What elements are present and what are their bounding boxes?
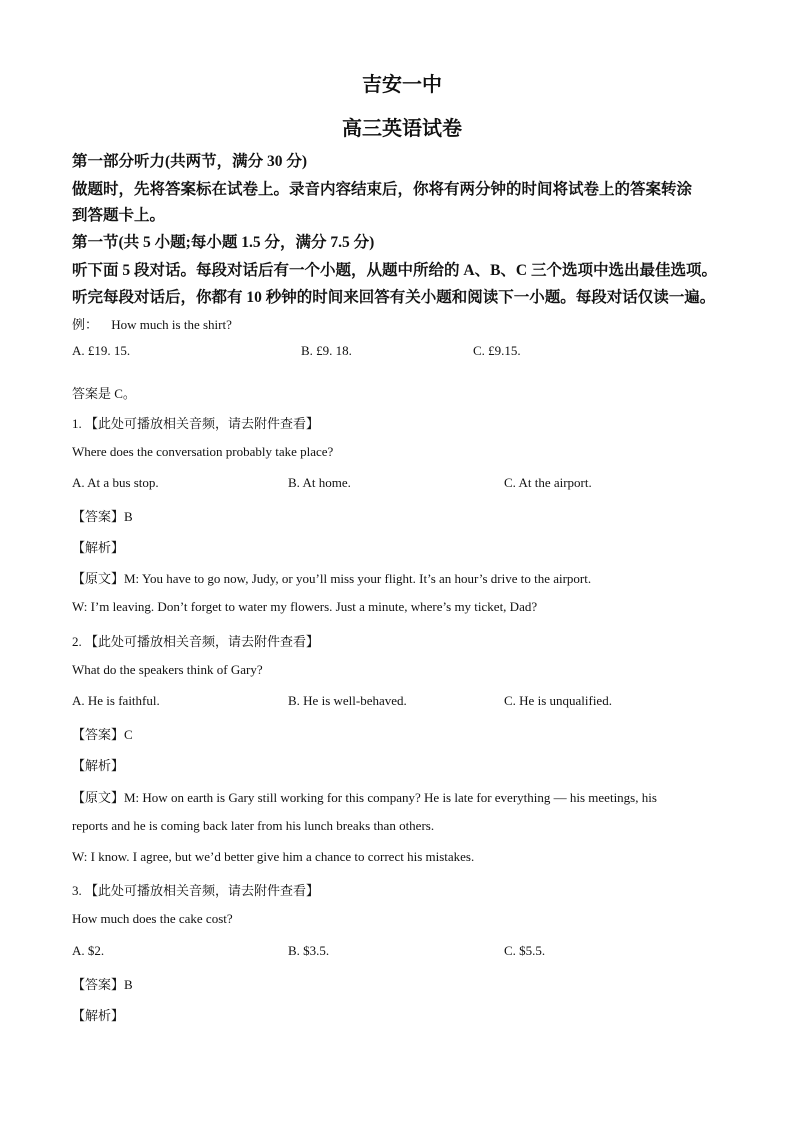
q2-option-b: B. He is well-behaved. (288, 693, 407, 708)
q2-option-c: C. He is unqualified. (504, 693, 612, 708)
q2-question: What do the speakers think of Gary? (72, 662, 263, 677)
example-option-b: B. £9. 18. (301, 343, 352, 358)
q2-transcript-line3: W: I know. I agree, but we’d better give him a chance to correct his mistakes. (72, 849, 475, 864)
q3-question: How much does the cake cost? (72, 911, 233, 926)
example-answer: 答案是 C。 (72, 386, 136, 401)
example-question: How much is the shirt? (111, 317, 232, 332)
q1-number-label: 1. 【此处可播放相关音频，请去附件查看】 (72, 416, 320, 431)
part1-heading: 第一部分听力(共两节，满分 30 分) (72, 153, 308, 170)
q1-question: Where does the conversation probably take place? (72, 444, 334, 459)
section1-instruction-line1: 听下面 5 段对话。每段对话后有一个小题，从题中所给的 A、B、C 三个选项中选出最佳选项。 (72, 262, 717, 279)
q3-option-a: A. $2. (72, 943, 105, 958)
q3-analysis-label: 【解析】 (72, 1008, 125, 1023)
q3-number-label: 3. 【此处可播放相关音频，请去附件查看】 (72, 883, 320, 898)
section1-instruction-line2: 听完每段对话后，你都有 10 秒钟的时间来回答有关小题和阅读下一小题。每段对话仅读一遍。 (72, 289, 716, 306)
q3-option-c: C. $5.5. (504, 943, 546, 958)
q1-transcript-line2: W: I’m leaving. Don’t forget to water my flowers. Just a minute, where’s my ticket, Dad? (72, 599, 538, 614)
part1-instruction-line2: 到答题卡上。 (72, 207, 166, 224)
q1-option-c: C. At the airport. (504, 475, 592, 490)
q2-transcript-line2: reports and he is coming back later from his lunch breaks than others. (72, 818, 435, 833)
school-name: 吉安一中 (362, 74, 442, 96)
q3-answer: 【答案】B (72, 977, 133, 992)
q2-transcript-line1: 【原文】M: How on earth is Gary still working for this company? He is late for everything — his meetings, his (72, 790, 657, 805)
q2-number-label: 2. 【此处可播放相关音频，请去附件查看】 (72, 634, 320, 649)
q3-option-b: B. $3.5. (288, 943, 330, 958)
example-option-a: A. £19. 15. (72, 343, 131, 358)
q1-option-a: A. At a bus stop. (72, 475, 159, 490)
exam-title: 高三英语试卷 (342, 118, 462, 140)
section1-heading: 第一节(共 5 小题;每小题 1.5 分，满分 7.5 分) (72, 234, 375, 251)
example-label: 例： (72, 317, 99, 332)
example-question-row (72, 314, 232, 333)
q2-option-a: A. He is faithful. (72, 693, 160, 708)
q1-analysis-label: 【解析】 (72, 540, 125, 555)
q1-transcript-line1: 【原文】M: You have to go now, Judy, or you’ll miss your flight. It’s an hour’s drive to the airport. (72, 571, 592, 586)
q2-answer: 【答案】C (72, 727, 133, 742)
example-option-c: C. £9.15. (473, 343, 521, 358)
q2-analysis-label: 【解析】 (72, 758, 125, 773)
part1-instruction-line1: 做题时，先将答案标在试卷上。录音内容结束后，你将有两分钟的时间将试卷上的答案转涂 (72, 181, 693, 198)
q1-option-b: B. At home. (288, 475, 351, 490)
q1-answer: 【答案】B (72, 509, 133, 524)
